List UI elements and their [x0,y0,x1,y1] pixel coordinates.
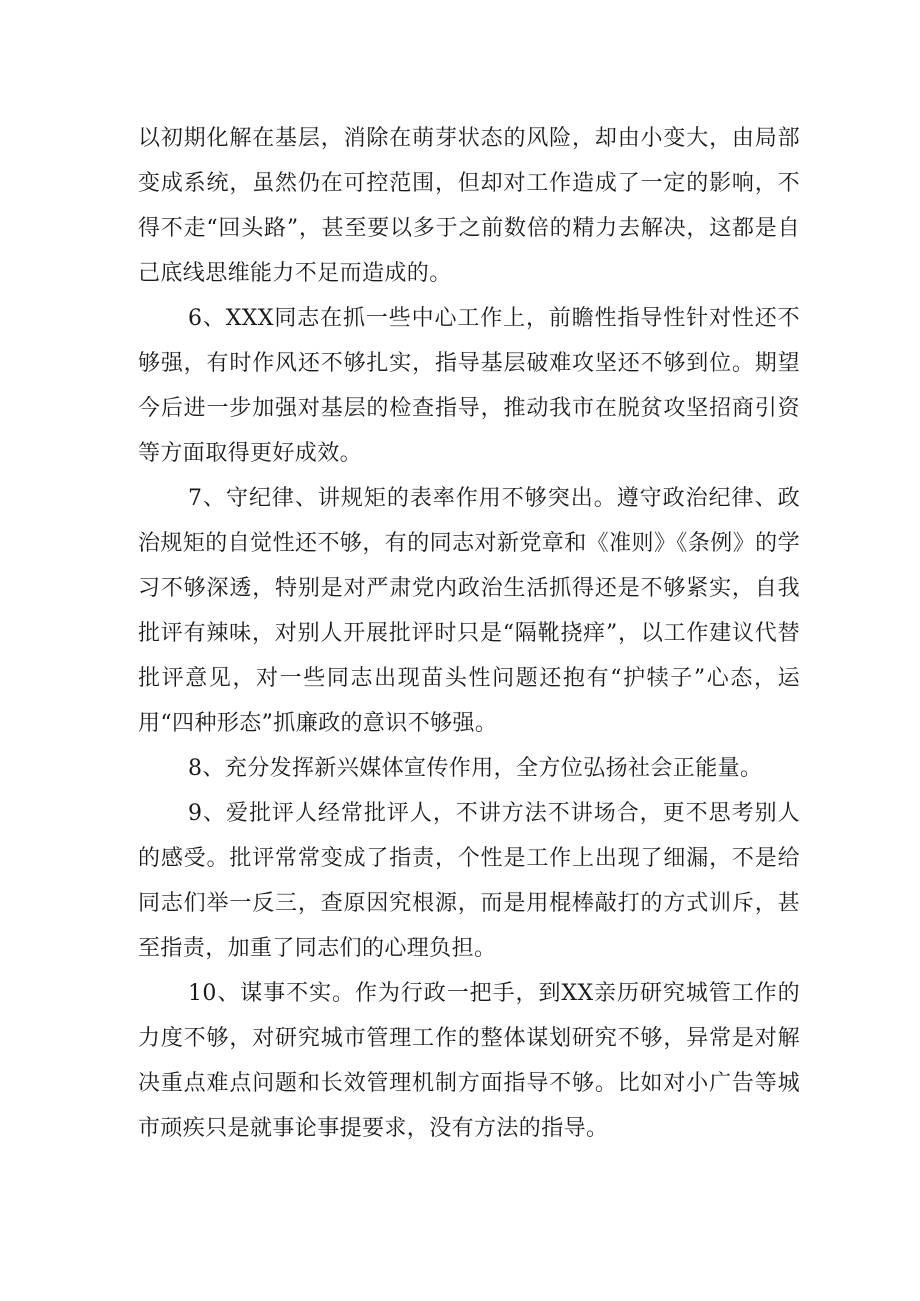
paragraph-item-6: 6、XXX同志在抓一些中心工作上，前瞻性指导性针对性还不够强，有时作风还不够扎实，指导基层破难攻坚还不够到位。期望今后进一步加强对基层的检查指导，推动我市在脱贫攻坚招商引资等方面取得更好成效。 [138,306,800,466]
paragraph-continuation: 以初期化解在基层，消除在萌芽状态的风险，却由小变大，由局部变成系统，虽然仍在可控范围，但却对工作造成了一定的影响，不得不走“回头路”，甚至要以多于之前数倍的精力去解决，这都是自己底线思维能力不足而造成的。 [138,126,800,286]
paragraph-item-7: 7、守纪律、讲规矩的表率作用不够突出。遵守政治纪律、政治规矩的自觉性还不够，有的同志对新党章和《准则》《条例》的学习不够深透，特别是对严肃党内政治生活抓得还是不够紧实，自我批评有辣味，对别人开展批评时只是“隔靴挠痒”，以工作建议代替批评意见，对一些同志出现苗头性问题还抱有“护犊子”心态，运用“四种形态”抓廉政的意识不够强。 [138,486,800,736]
paragraph-item-10: 10、谋事不实。作为行政一把手，到XX亲历研究城管工作的力度不够，对研究城市管理工作的整体谋划研究不够，异常是对解决重点难点问题和长效管理机制方面指导不够。比如对小广告等城市顽疾只是就事论事提要求，没有方法的指导。 [138,981,800,1141]
paragraph-item-8: 8、充分发挥新兴媒体宣传作用，全方位弘扬社会正能量。 [188,756,763,781]
document-body [138,116,800,1151]
paragraph-item-9: 9、爱批评人经常批评人，不讲方法不讲场合，更不思考别人的感受。批评常常变成了指责，个性是工作上出现了细漏，不是给同志们举一反三，查原因究根源，而是用棍棒敲打的方式训斥，甚至指责，加重了同志们的心理负担。 [138,801,800,961]
